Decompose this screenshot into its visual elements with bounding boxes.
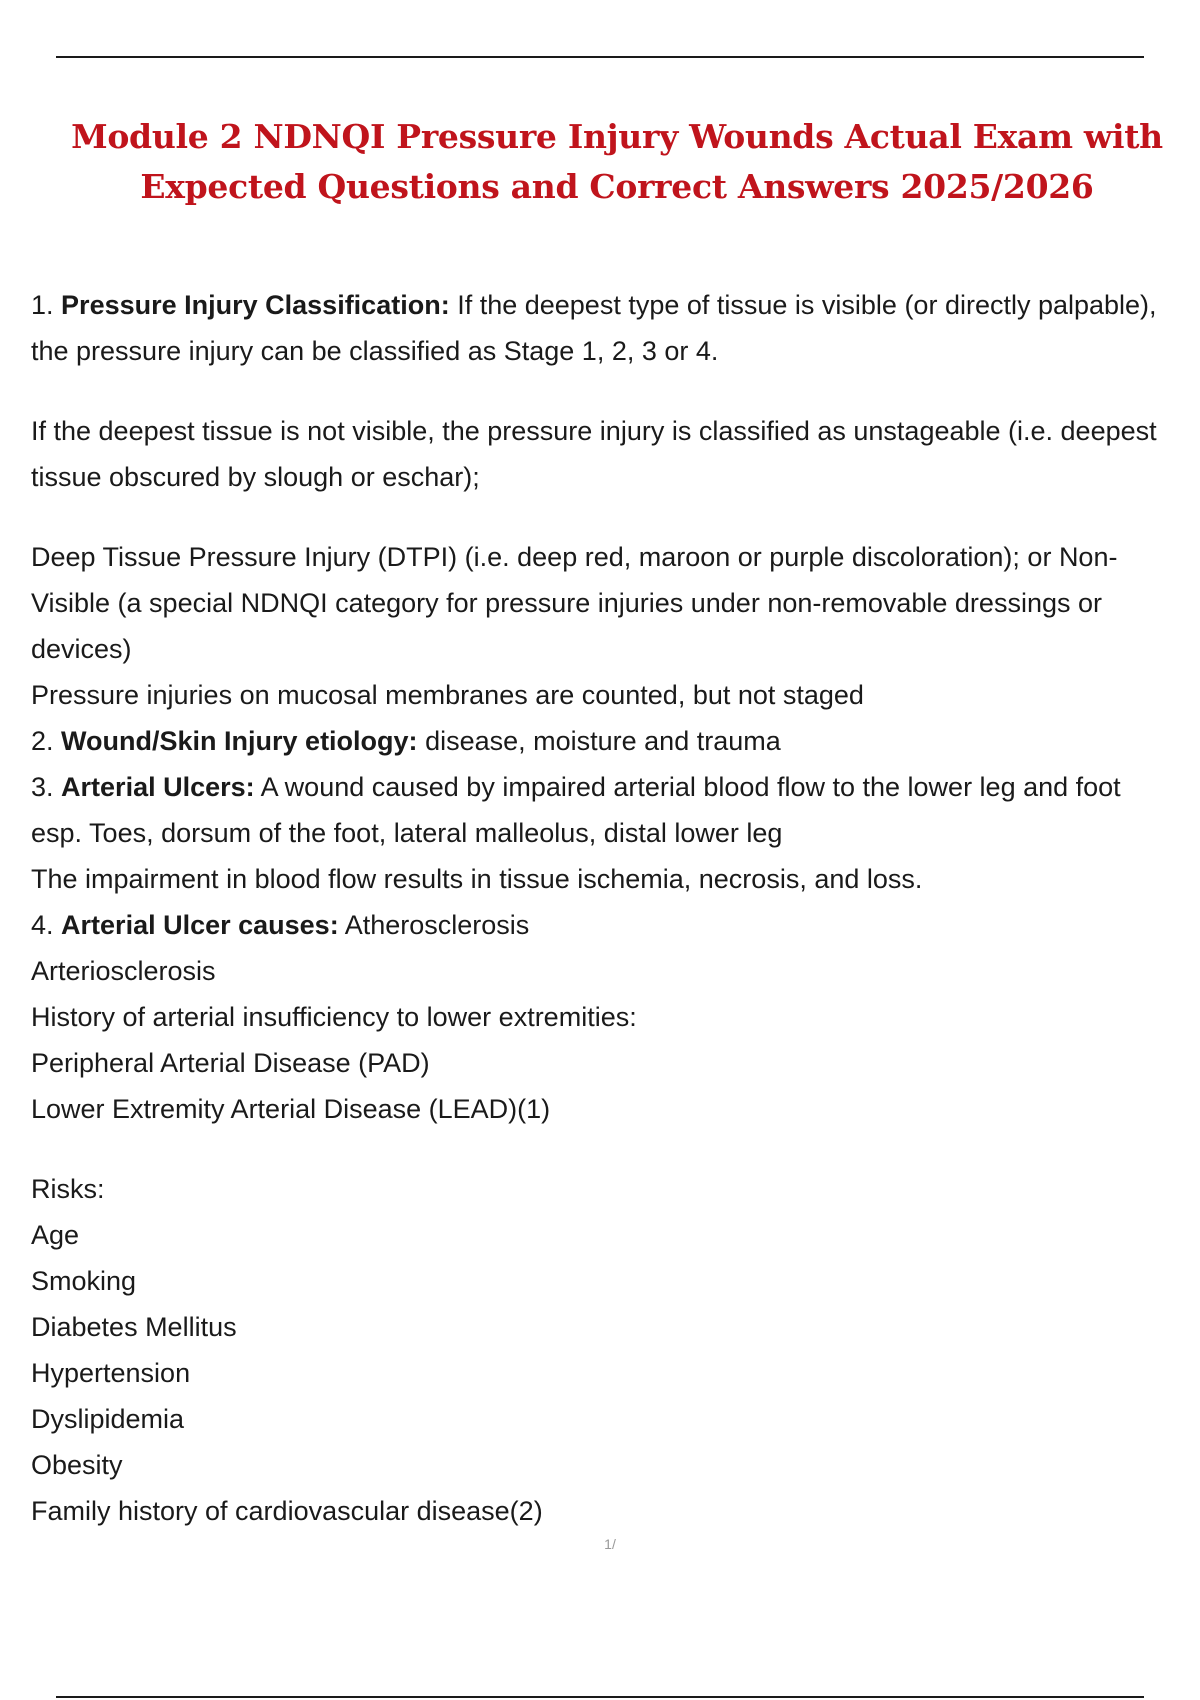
section-4-number: 4. [31, 910, 54, 940]
section-2-line-1 [31, 718, 1200, 764]
risk-item: Obesity [31, 1450, 123, 1480]
risks-heading: Risks: [31, 1174, 105, 1204]
section-4-line-4: Peripheral Arterial Disease (PAD) [31, 1048, 430, 1078]
paragraph-gap [31, 1132, 1200, 1166]
section-4-line-2: Arteriosclerosis [31, 956, 216, 986]
risk-item: Hypertension [31, 1358, 191, 1388]
page-number: 1/ [604, 1536, 616, 1552]
risk-item: Age [31, 1220, 80, 1250]
document-title: Module 2 NDNQI Pressure Injury Wounds Actual Exam with Expected Questions and Correct Answers 2025/2026 [71, 117, 1163, 206]
paragraph-gap [31, 374, 1200, 408]
risk-item: Family history of cardiovascular disease(2) [31, 1496, 543, 1526]
section-4-heading: Arterial Ulcer causes: [61, 910, 339, 940]
document-body [31, 282, 1200, 1534]
section-1-text: If the deepest type of tissue is visible (or directly palpable), [457, 290, 1157, 320]
section-4-text: Atherosclerosis [344, 910, 530, 940]
section-3-heading: Arterial Ulcers: [61, 772, 255, 802]
section-1-line-8: Pressure injuries on mucosal membranes are counted, but not staged [31, 680, 864, 710]
paragraph-gap [31, 500, 1200, 534]
section-1-number: 1. [31, 290, 54, 320]
section-3-line-1 [31, 764, 1200, 810]
section-3-line-2: esp. Toes, dorsum of the foot, lateral malleolus, distal lower leg [31, 818, 783, 848]
section-1-line-3: If the deepest tissue is not visible, the pressure injury is classified as unstageable (i.e. deepest [31, 416, 1157, 446]
section-4-line-3: History of arterial insufficiency to lower extremities: [31, 1002, 637, 1032]
risk-item: Dyslipidemia [31, 1404, 185, 1434]
section-2-text: disease, moisture and trauma [425, 726, 781, 756]
section-4-line-1 [31, 902, 1200, 948]
section-3-text: A wound caused by impaired arterial blood flow to the lower leg and foot [260, 772, 1121, 802]
section-3-number: 3. [31, 772, 54, 802]
risk-item: Smoking [31, 1266, 137, 1296]
top-rule [56, 56, 1144, 58]
risk-item: Diabetes Mellitus [31, 1312, 237, 1342]
section-1-line-2: the pressure injury can be classified as Stage 1, 2, 3 or 4. [31, 336, 719, 366]
section-1-line-6: Visible (a special NDNQI category for pressure injuries under non-removable dressings or [31, 588, 1102, 618]
section-1-line-1 [31, 282, 1200, 328]
section-2-heading: Wound/Skin Injury etiology: [61, 726, 418, 756]
section-1-line-7: devices) [31, 634, 132, 664]
section-1-line-4: tissue obscured by slough or eschar); [31, 462, 480, 492]
bottom-rule [56, 1696, 1144, 1698]
section-1-heading: Pressure Injury Classification: [61, 290, 450, 320]
section-2-number: 2. [31, 726, 54, 756]
section-1-line-5: Deep Tissue Pressure Injury (DTPI) (i.e. deep red, maroon or purple discoloration); or Non- [31, 542, 1118, 572]
section-3-line-3: The impairment in blood flow results in tissue ischemia, necrosis, and loss. [31, 864, 923, 894]
section-4-line-5: Lower Extremity Arterial Disease (LEAD)(1) [31, 1094, 551, 1124]
